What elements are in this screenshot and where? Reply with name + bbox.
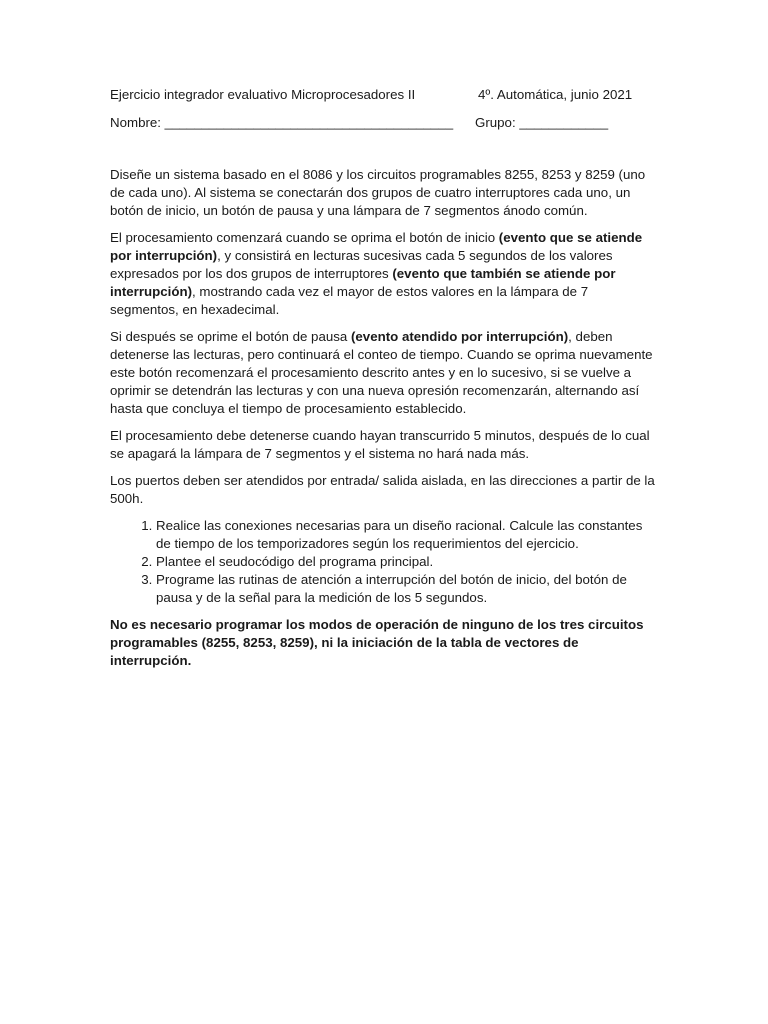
emphasis-text: (evento que se atiende por interrupción) [110, 230, 643, 263]
paragraph-ports: Los puertos deben ser atendidos por entrada/ salida aislada, en las direcciones a partir de la 500h. [110, 473, 655, 506]
group-field: Grupo: ____________ [475, 115, 609, 130]
course-date: 4º. Automática, junio 2021 [478, 87, 633, 102]
paragraph-text: , deben detenerse las lecturas, pero continuará el conteo de tiempo. Cuando se oprima nuevamente este botón recomenzará el procesamiento descrito antes y en lo sucesivo, si se vuelve a oprimir se detendrán las lecturas y con una nueva opresión recomenzarán, alternando así hasta que concluya el tiempo de procesamiento establecido. [110, 329, 653, 416]
emphasis-text: (evento que también se atiende por interrupción) [110, 266, 616, 299]
paragraph-text: El procesamiento comenzará cuando se oprima el botón de inicio [110, 230, 499, 245]
exam-title: Ejercicio integrador evaluativo Microprocesadores II [110, 87, 416, 102]
paragraph-intro: Diseñe un sistema basado en el 8086 y los circuitos programables 8255, 8253 y 8259 (uno de cada uno). Al sistema se conectarán dos grupos de cuatro interruptores cada uno, un botón de inicio, un botón de pausa y una lámpara de 7 segmentos ánodo común. [110, 167, 646, 218]
paragraph-text: , y consistirá en lecturas sucesivas cada 5 segundos de los valores expresados por los dos grupos de interruptores [110, 248, 613, 281]
task-item: 2. Plantee el seudocódigo del programa principal. [156, 553, 658, 571]
paragraph-processing [110, 229, 658, 319]
paragraph-stop: El procesamiento debe detenerse cuando hayan transcurrido 5 minutos, después de lo cual se apagará la lámpara de 7 segmentos y el sistema no hará nada más. [110, 428, 650, 461]
paragraph-text: , mostrando cada vez el mayor de estos valores en la lámpara de 7 segmentos, en hexadecimal. [110, 284, 589, 317]
task-item: 3. Programe las rutinas de atención a interrupción del botón de inicio, del botón de pausa y de la señal para la medición de los 5 segundos. [156, 571, 658, 607]
task-item: 1. Realice las conexiones necesarias para un diseño racional. Calcule las constantes de tiempo de los temporizadores según los requerimientos del ejercicio. [156, 517, 658, 553]
paragraph-text: Si después se oprime el botón de pausa [110, 329, 351, 344]
paragraph-pause [110, 328, 658, 418]
exercise-body [110, 166, 658, 679]
name-field: Nombre: _______________________________________ [110, 115, 454, 130]
final-note: No es necesario programar los modos de operación de ninguno de los tres circuitos programables (8255, 8253, 8259), ni la iniciación de la tabla de vectores de interrupción. [110, 617, 644, 668]
task-list [110, 517, 658, 607]
emphasis-text: (evento atendido por interrupción) [350, 329, 569, 344]
